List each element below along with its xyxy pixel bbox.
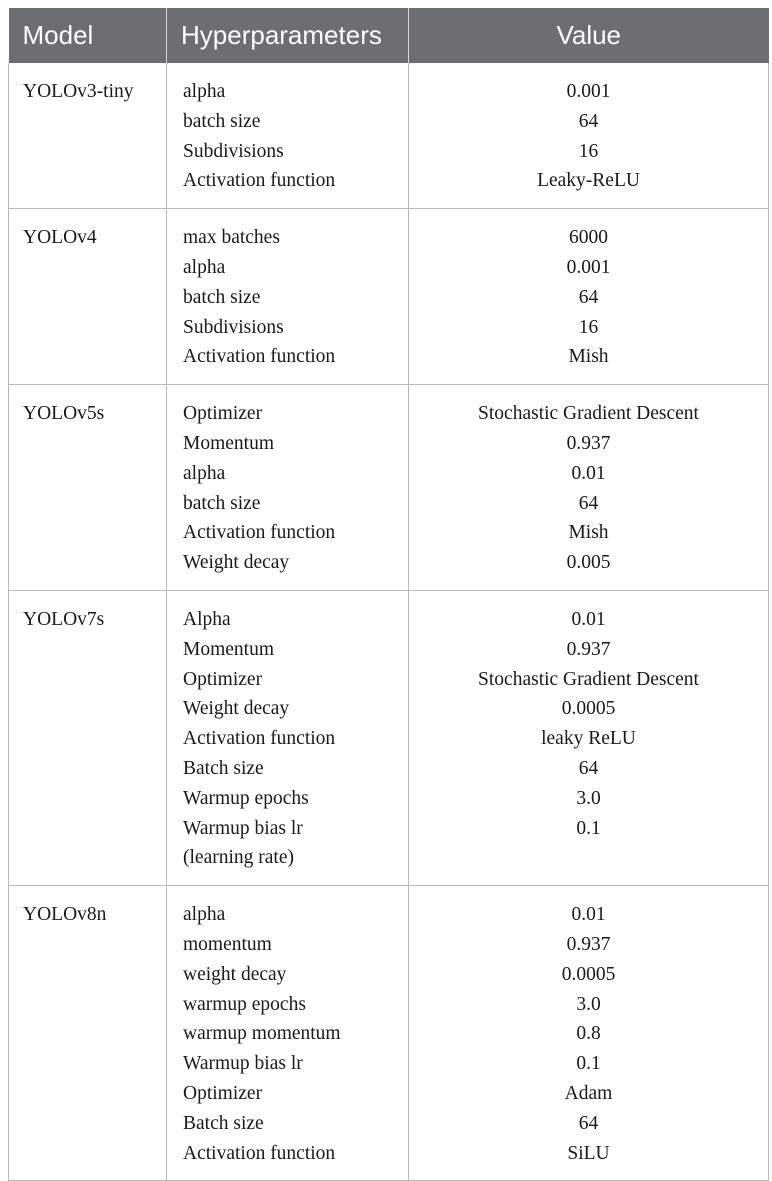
hyperparameter-name: Warmup epochs <box>183 787 309 809</box>
table-row <box>9 886 769 1181</box>
header-row <box>9 8 769 63</box>
hyperparameter-value: 0.937 <box>566 933 611 955</box>
hyperparameter-name: Activation function <box>183 522 336 544</box>
hyperparameter-value: 0.0005 <box>561 963 616 985</box>
hyperparameter-value: Mish <box>568 346 609 368</box>
hyperparameter-name: Optimizer <box>183 668 263 690</box>
value-cell <box>409 63 769 209</box>
table-body <box>9 63 769 1181</box>
hyperparameter-value: 0.005 <box>566 552 611 574</box>
hyperparameter-name: alpha <box>183 462 226 484</box>
hyperparameter-table-container <box>8 8 768 1181</box>
table-row <box>9 63 769 209</box>
hyperparameter-table <box>8 8 769 1181</box>
hyperparameter-value: 0.937 <box>566 432 611 454</box>
hyperparameter-name: Warmup bias lr <box>183 817 303 839</box>
hyperparameter-name: Subdivisions <box>183 140 284 162</box>
hyperparameter-name: Batch size <box>183 757 264 779</box>
hyperparameter-name: Batch size <box>183 1112 264 1134</box>
hyperparameter-value: 64 <box>578 1112 599 1134</box>
hyperparameter-name: Activation function <box>183 346 336 368</box>
hyperparameter-name: Activation function <box>183 1142 336 1164</box>
value-cell <box>409 385 769 591</box>
hyperparameter-name: (learning rate) <box>183 847 294 869</box>
value-list <box>409 63 768 208</box>
hyperparameter-name: Optimizer <box>183 1082 263 1104</box>
hyperparameter-list <box>167 591 408 885</box>
hyperparameter-value: 0.0005 <box>561 698 616 720</box>
hyperparameter-value: SiLU <box>567 1142 610 1164</box>
hyperparameter-value: 0.1 <box>576 1053 601 1075</box>
hyperparameter-name: alpha <box>183 81 226 102</box>
value-list <box>409 591 768 885</box>
hyperparameter-list <box>167 209 408 384</box>
hyperparameter-cell <box>167 590 409 885</box>
model-cell: YOLOv3-tiny <box>9 63 167 209</box>
table-header <box>9 8 769 63</box>
hyperparameter-name: batch size <box>183 492 261 514</box>
hyperparameter-value: 64 <box>578 492 599 514</box>
hyperparameter-name: max batches <box>183 227 280 249</box>
table-row <box>9 385 769 591</box>
hyperparameter-name: Subdivisions <box>183 316 284 338</box>
hyperparameter-name: Momentum <box>183 432 274 454</box>
hyperparameter-value: 3.0 <box>576 787 601 809</box>
value-list <box>409 886 768 1180</box>
hyperparameter-value: 16 <box>578 140 599 162</box>
hyperparameter-value: 0.001 <box>566 81 611 102</box>
hyperparameter-value <box>409 843 768 873</box>
hyperparameter-cell <box>167 63 409 209</box>
hyperparameter-name: Activation function <box>183 170 336 192</box>
model-cell: YOLOv7s <box>9 590 167 885</box>
table-row <box>9 590 769 885</box>
hyperparameter-name: warmup epochs <box>183 993 306 1015</box>
hyperparameter-name: Weight decay <box>183 698 290 720</box>
hyperparameter-value: Leaky-ReLU <box>537 170 640 192</box>
hyperparameter-cell <box>167 209 409 385</box>
hyperparameter-value: 64 <box>578 286 599 308</box>
hyperparameter-name: Alpha <box>183 608 231 630</box>
header-model: Model <box>9 8 167 63</box>
hyperparameter-value: 64 <box>578 757 599 779</box>
value-cell <box>409 590 769 885</box>
hyperparameter-name: batch size <box>183 286 261 308</box>
hyperparameter-value: 16 <box>578 316 599 338</box>
hyperparameter-value: Stochastic Gradient Descent <box>478 668 699 690</box>
hyperparameter-name: warmup momentum <box>183 1023 341 1045</box>
hyperparameter-list <box>167 385 408 590</box>
model-cell: YOLOv4 <box>9 209 167 385</box>
value-cell <box>409 886 769 1181</box>
hyperparameter-value: 0.937 <box>566 638 611 660</box>
hyperparameter-value: 3.0 <box>576 993 601 1015</box>
value-list <box>409 385 768 590</box>
hyperparameter-name: Optimizer <box>183 403 263 425</box>
hyperparameter-value: 0.01 <box>571 904 606 926</box>
hyperparameter-value: 0.1 <box>576 817 601 839</box>
hyperparameter-name: weight decay <box>183 963 287 985</box>
hyperparameter-name: Weight decay <box>183 552 290 574</box>
hyperparameter-list <box>167 886 408 1180</box>
value-list <box>409 209 768 384</box>
hyperparameter-value: 64 <box>578 110 599 132</box>
model-cell: YOLOv5s <box>9 385 167 591</box>
hyperparameter-value: 0.8 <box>576 1023 601 1045</box>
hyperparameter-value: Mish <box>568 522 609 544</box>
hyperparameter-list <box>167 63 408 208</box>
model-cell: YOLOv8n <box>9 886 167 1181</box>
hyperparameter-name: Momentum <box>183 638 274 660</box>
hyperparameter-value: leaky ReLU <box>541 728 636 750</box>
hyperparameter-name: Activation function <box>183 728 336 750</box>
hyperparameter-value: 0.01 <box>571 608 606 630</box>
hyperparameter-name: momentum <box>183 933 272 955</box>
hyperparameter-name: alpha <box>183 256 226 278</box>
hyperparameter-name: batch size <box>183 110 261 132</box>
hyperparameter-value: 0.01 <box>571 462 606 484</box>
header-hyperparameters: Hyperparameters <box>167 8 409 63</box>
table-row <box>9 209 769 385</box>
header-value: Value <box>409 8 769 63</box>
hyperparameter-value: 6000 <box>569 227 608 249</box>
hyperparameter-value: Adam <box>564 1082 613 1104</box>
hyperparameter-value: 0.001 <box>566 256 611 278</box>
hyperparameter-cell <box>167 886 409 1181</box>
hyperparameter-name: Warmup bias lr <box>183 1053 303 1075</box>
hyperparameter-cell <box>167 385 409 591</box>
hyperparameter-value: Stochastic Gradient Descent <box>478 403 699 425</box>
hyperparameter-name: alpha <box>183 904 226 926</box>
value-cell <box>409 209 769 385</box>
